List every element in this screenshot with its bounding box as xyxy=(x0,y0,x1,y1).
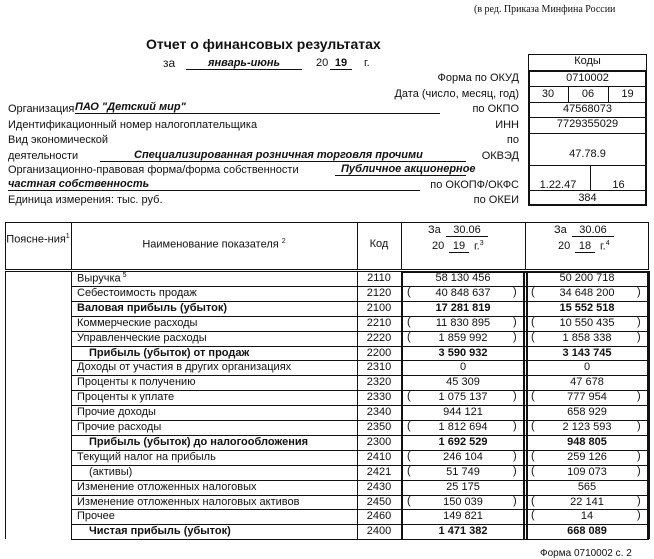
row-name xyxy=(77,332,355,344)
row-value-cur: 3 590 932 xyxy=(438,346,488,359)
row-name xyxy=(77,481,355,493)
row-code: 2400 xyxy=(366,525,392,538)
activity-value: Специализированная розничная торговля прочими xyxy=(100,149,466,162)
row-code: 2450 xyxy=(366,495,392,508)
prev-year-prefix: 20 xyxy=(558,240,571,252)
row-name xyxy=(77,496,355,508)
row-name xyxy=(77,391,355,403)
paren-close: ) xyxy=(513,494,517,507)
paren-close: ) xyxy=(637,330,641,343)
row-name xyxy=(89,347,367,359)
row-code: 2300 xyxy=(366,435,392,448)
row-value-prev: 948 805 xyxy=(567,435,607,448)
row-code: 2421 xyxy=(366,465,392,478)
row-name xyxy=(89,436,367,448)
page-title: Отчет о финансовых результатах xyxy=(146,36,381,52)
period-year: 19 xyxy=(330,57,352,70)
paren-close: ) xyxy=(637,285,641,298)
organization-value: ПАО "Детский мир" xyxy=(75,101,440,114)
okud-code: 0710002 xyxy=(566,72,609,84)
row-value-prev: 14 xyxy=(580,510,594,523)
row-value-prev: 15 552 518 xyxy=(559,301,615,314)
date-day: 30 xyxy=(541,88,555,100)
row-name-text: Прочие доходы xyxy=(77,406,156,419)
paren-close: ) xyxy=(513,420,517,432)
organization-label: Организация xyxy=(8,103,75,115)
paren-open: ( xyxy=(531,330,535,343)
edition-note: (в ред. Приказа Минфина России xyxy=(474,4,616,15)
inn-code: 7729355029 xyxy=(556,118,619,130)
row-code: 2410 xyxy=(366,450,392,463)
paren-close: ) xyxy=(513,315,517,328)
row-name xyxy=(77,510,355,522)
paren-close: ) xyxy=(513,449,517,462)
row-value-prev: 10 550 435 xyxy=(559,316,615,329)
row-value-prev: 658 929 xyxy=(567,406,607,419)
cur-year: 19 xyxy=(449,240,469,253)
row-value-cur: 58 130 456 xyxy=(435,272,491,284)
paren-open: ( xyxy=(407,420,411,432)
row-value-prev: 1 858 338 xyxy=(562,331,612,344)
row-name-text: Изменение отложенных налоговых xyxy=(77,480,257,493)
okfs-code: 16 xyxy=(612,179,625,191)
paren-close: ) xyxy=(637,315,641,328)
row-value-cur: 150 039 xyxy=(443,495,483,508)
row-value-prev: 109 073 xyxy=(567,465,607,478)
row-value-cur: 944 121 xyxy=(443,406,483,419)
row-name-text: Проценты к уплате xyxy=(77,391,175,404)
row-name-text: Себестоимость продаж xyxy=(77,286,197,299)
okud-label: Форма по ОКУД xyxy=(437,72,519,84)
row-name-text: Выручка xyxy=(77,272,121,285)
prev-year: 18 xyxy=(575,240,595,253)
okved-label: ОКВЭД xyxy=(481,150,519,162)
okved-label-top: по xyxy=(506,134,519,146)
paren-open: ( xyxy=(407,464,411,477)
paren-close: ) xyxy=(637,509,641,522)
row-name-text: Валовая прибыль (убыток) xyxy=(77,301,228,314)
paren-open: ( xyxy=(407,494,411,507)
row-name xyxy=(77,361,355,373)
row-value-cur: 51 749 xyxy=(446,465,480,478)
prev-suffix xyxy=(600,240,610,253)
paren-close: ) xyxy=(513,464,517,477)
col-code-header: Код xyxy=(369,238,389,250)
row-value-prev: 3 143 745 xyxy=(562,346,612,359)
cur-year-prefix: 20 xyxy=(432,240,445,252)
paren-close: ) xyxy=(637,494,641,507)
row-name-text: Текущий налог на прибыль xyxy=(77,450,216,463)
paren-open: ( xyxy=(531,449,535,462)
inn-text: Идентификационный номер налогоплательщика xyxy=(8,119,258,131)
row-value-cur: 1 812 694 xyxy=(438,421,488,433)
legal-form-value-2: частная собственность xyxy=(8,178,420,191)
row-name xyxy=(89,466,367,478)
paren-open: ( xyxy=(531,494,535,507)
prev-date: 30.06 xyxy=(572,224,614,237)
prev-suffix-text: г. xyxy=(600,240,606,253)
row-value-prev: 565 xyxy=(577,480,597,493)
paren-open: ( xyxy=(531,464,535,477)
row-name-sup: 5 xyxy=(120,272,127,279)
row-value-prev: 0 xyxy=(583,361,591,374)
paren-open: ( xyxy=(531,420,535,432)
row-value-prev: 22 141 xyxy=(570,495,604,508)
paren-close: ) xyxy=(513,330,517,343)
date-year: 19 xyxy=(621,88,634,100)
period-value: январь-июнь xyxy=(186,57,302,70)
row-name-text: Доходы от участия в других организациях xyxy=(77,361,292,374)
row-code: 2120 xyxy=(366,286,392,299)
paren-close: ) xyxy=(513,390,517,403)
row-name-text: (активы) xyxy=(89,465,133,478)
inn-label: ИНН xyxy=(495,119,519,131)
row-value-cur: 45 309 xyxy=(446,376,480,389)
row-value-cur: 25 175 xyxy=(446,480,480,493)
period-prefix: за xyxy=(163,56,176,70)
row-name-text: Прочее xyxy=(77,510,115,523)
col-name-label: Наименование показателя xyxy=(142,238,279,251)
paren-close: ) xyxy=(637,449,641,462)
okved-code: 47.78.9 xyxy=(569,148,606,160)
paren-open: ( xyxy=(407,285,411,298)
paren-open: ( xyxy=(407,315,411,328)
paren-open: ( xyxy=(531,285,535,298)
okei-label: по ОКЕИ xyxy=(473,194,519,206)
okpo-label: по ОКПО xyxy=(472,103,519,115)
row-code: 2110 xyxy=(367,272,391,284)
row-name-text: Коммерческие расходы xyxy=(77,316,198,329)
row-value-cur: 1 471 382 xyxy=(438,525,488,538)
row-code: 2210 xyxy=(366,316,392,329)
row-name xyxy=(77,302,355,314)
okei-code: 384 xyxy=(578,192,597,204)
paren-close: ) xyxy=(637,390,641,403)
row-name-text: Изменение отложенных налоговых активов xyxy=(77,495,300,508)
row-name-text: Управленческие расходы xyxy=(77,331,207,344)
row-name xyxy=(77,287,355,299)
row-value-prev: 50 200 718 xyxy=(559,272,615,284)
row-value-prev: 668 089 xyxy=(567,525,607,538)
paren-close: ) xyxy=(513,285,517,298)
row-value-prev: 777 954 xyxy=(567,391,607,404)
cur-za: За xyxy=(428,224,441,236)
row-code: 2200 xyxy=(366,346,392,359)
row-value-cur: 0 xyxy=(459,361,467,374)
cur-date: 30.06 xyxy=(446,224,488,237)
row-code: 2430 xyxy=(366,480,392,493)
row-name xyxy=(77,272,355,285)
footer-form: Форма 0710002 с. 2 xyxy=(540,548,632,559)
row-name xyxy=(89,525,367,537)
row-code: 2220 xyxy=(366,331,392,344)
unit-label: Единица измерения: тыс. руб. xyxy=(8,194,163,206)
paren-open: ( xyxy=(407,449,411,462)
col-note-sup: 1 xyxy=(65,233,70,240)
legal-form-label: Организационно-правовая форма/форма собственности xyxy=(8,164,299,176)
row-value-prev: 2 123 593 xyxy=(562,421,612,433)
col-name-sup: 2 xyxy=(281,238,286,245)
legal-form-value-1: Публичное акционерное xyxy=(335,163,466,176)
row-value-cur: 1 692 529 xyxy=(438,435,488,448)
row-code: 2310 xyxy=(366,361,392,374)
row-name xyxy=(77,317,355,329)
row-value-cur: 1 075 137 xyxy=(438,391,488,404)
col-name-header xyxy=(71,238,357,251)
activity-label-1: Вид экономической xyxy=(8,134,109,146)
period-suffix: г. xyxy=(364,57,370,69)
col-note-label: Поясне-ния xyxy=(6,233,66,246)
paren-close: ) xyxy=(637,464,641,477)
row-name xyxy=(77,421,355,433)
row-name xyxy=(77,406,355,418)
row-name-text: Чистая прибыль (убыток) xyxy=(89,525,231,538)
row-code: 2330 xyxy=(366,391,392,404)
row-code: 2350 xyxy=(366,421,392,433)
paren-open: ( xyxy=(531,390,535,403)
date-month: 06 xyxy=(581,88,595,100)
row-name-text: Проценты к получению xyxy=(77,376,196,389)
codes-header: Коды xyxy=(574,55,601,67)
row-value-cur: 246 104 xyxy=(443,450,483,463)
cur-suffix xyxy=(474,240,484,253)
okopf-code: 1.22.47 xyxy=(539,179,577,191)
row-name-text: Прибыль (убыток) от продаж xyxy=(89,346,250,359)
okpo-code: 47568073 xyxy=(563,103,612,115)
row-code: 2320 xyxy=(366,376,392,389)
row-value-cur: 40 848 637 xyxy=(435,286,491,299)
row-code: 2340 xyxy=(366,406,392,419)
row-name-text: Прочие расходы xyxy=(77,421,162,433)
paren-open: ( xyxy=(407,330,411,343)
prev-za: За xyxy=(554,224,567,236)
row-value-cur: 1 859 992 xyxy=(438,331,488,344)
paren-close: ) xyxy=(637,420,641,432)
row-name xyxy=(77,451,355,463)
paren-open: ( xyxy=(407,390,411,403)
date-label: Дата (число, месяц, год) xyxy=(394,88,519,100)
row-value-cur: 149 821 xyxy=(443,510,483,523)
prev-sup: 4 xyxy=(605,240,610,247)
col-note-header xyxy=(5,230,71,247)
row-value-prev: 259 126 xyxy=(567,450,607,463)
cur-suffix-text: г. xyxy=(474,240,480,253)
row-code: 2100 xyxy=(366,301,392,314)
paren-open: ( xyxy=(531,509,535,522)
cur-sup: 3 xyxy=(479,240,484,247)
row-value-prev: 34 648 200 xyxy=(559,286,615,299)
activity-label-2: деятельности xyxy=(8,150,79,162)
row-code: 2460 xyxy=(366,510,392,523)
okopf-label: по ОКОПФ/ОКФС xyxy=(430,179,519,191)
row-name-text: Прибыль (убыток) до налогообложения xyxy=(89,435,309,448)
row-value-cur: 17 281 819 xyxy=(435,301,491,314)
row-name xyxy=(77,376,355,388)
row-value-cur: 11 830 895 xyxy=(435,316,491,329)
period-year-prefix: 20 xyxy=(316,57,329,69)
paren-open: ( xyxy=(531,315,535,328)
row-value-prev: 47 678 xyxy=(570,376,604,389)
